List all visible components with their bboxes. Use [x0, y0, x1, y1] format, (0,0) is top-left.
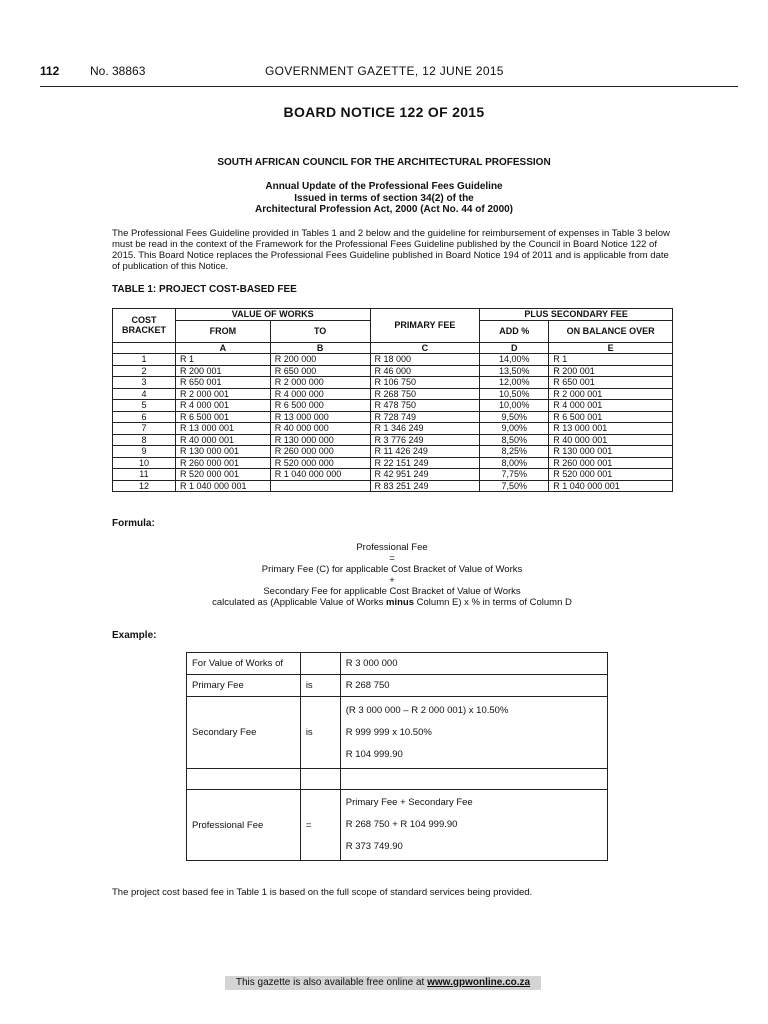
formula [112, 542, 672, 608]
table-cell: 8,00% [480, 457, 549, 469]
col-letter: C [370, 342, 480, 354]
col-letter: D [480, 342, 549, 354]
formula-line: Secondary Fee for applicable Cost Bracket of Value of Works [263, 586, 521, 597]
table-row [113, 400, 673, 412]
table-cell: R 40 000 000 [270, 423, 370, 435]
table-cell: 6 [113, 411, 176, 423]
banner-text: This gazette is also available free online at [235, 977, 428, 988]
table-cell: 1 [113, 354, 176, 366]
example-cell: is [300, 697, 340, 769]
formula-text: Column E) x % in terms of Column D [414, 597, 572, 608]
table-cell: R 200 001 [175, 365, 270, 377]
table-cell: R 130 000 001 [175, 446, 270, 458]
col-letter: B [270, 342, 370, 354]
example-cell: R 268 750 [340, 675, 607, 697]
table-cell: R 1 [549, 354, 673, 366]
col-letter: A [175, 342, 270, 354]
formula-line [112, 597, 672, 608]
table-cell: R 18 000 [370, 354, 480, 366]
table-cell: 10,00% [480, 400, 549, 412]
example-cell [300, 769, 340, 790]
table-cell: R 260 000 000 [270, 446, 370, 458]
table-row [113, 388, 673, 400]
col-letter: E [549, 342, 673, 354]
table-cell: 7 [113, 423, 176, 435]
table-cell: 10,50% [480, 388, 549, 400]
table-cell: R 6 500 000 [270, 400, 370, 412]
formula-label: Formula: [112, 518, 155, 529]
table-cell: R 22 151 249 [370, 457, 480, 469]
table-cell: 12 [113, 480, 176, 492]
example-cell: For Value of Works of [187, 653, 301, 675]
notice-title: BOARD NOTICE 122 OF 2015 [283, 104, 485, 120]
example-table [186, 652, 608, 861]
subtitle [0, 181, 768, 216]
table-cell: R 260 000 001 [175, 457, 270, 469]
example-cell: Secondary Fee [187, 697, 301, 769]
subtitle-line: Annual Update of the Professional Fees Guideline [265, 181, 503, 192]
primary-fee-header: PRIMARY FEE [370, 309, 480, 343]
table-row [113, 377, 673, 389]
table-cell: R 130 000 000 [270, 434, 370, 446]
table-cell: 14,00% [480, 354, 549, 366]
cost-bracket-header: COST BRACKET [113, 309, 176, 343]
on-balance-header: ON BALANCE OVER [549, 320, 673, 342]
table-cell: R 13 000 001 [175, 423, 270, 435]
table-cell: R 728 749 [370, 411, 480, 423]
fee-table-body [113, 354, 673, 492]
page-number: 112 [40, 64, 60, 78]
table-cell: R 11 426 249 [370, 446, 480, 458]
gazette-link[interactable]: www.gpwonline.co.za [427, 977, 531, 988]
table-cell: R 40 000 001 [175, 434, 270, 446]
table-cell: R 650 001 [549, 377, 673, 389]
subtitle-line: Architectural Profession Act, 2000 (Act No. 44 of 2000) [254, 204, 514, 215]
gazette-title: GOVERNMENT GAZETTE, 12 JUNE 2015 [265, 64, 504, 78]
formula-text: calculated as (Applicable Value of Works [212, 597, 387, 608]
table-cell: R 1 346 249 [370, 423, 480, 435]
table1-title: TABLE 1: PROJECT COST-BASED FEE [112, 284, 297, 295]
example-cell: Professional Fee [187, 790, 301, 861]
table-row [113, 365, 673, 377]
table-cell: R 13 000 001 [549, 423, 673, 435]
calc-line: Primary Fee + Secondary Fee [345, 797, 473, 808]
table-cell: R 520 000 001 [175, 469, 270, 481]
table-cell: R 520 000 001 [549, 469, 673, 481]
table-cell: 13,50% [480, 365, 549, 377]
intro-paragraph: The Professional Fees Guideline provided in Tables 1 and 2 below and the guideline for reimbursement of expenses in Table 3 below must be read in the context of the Framework for the Professional Fees Guideline published by the Council in Board Notice 122 of 2015. This Board Notice replaces the Professional Fees Guideline published in Board Notice 194 of 2011 and is applicable from date of publication of this Notice. [112, 228, 670, 272]
secondary-fee-header: PLUS SECONDARY FEE [480, 309, 673, 321]
table-row [113, 354, 673, 366]
table-cell: R 2 000 001 [175, 388, 270, 400]
calc-line: R 104 999.90 [345, 748, 403, 760]
example-cell: = [300, 790, 340, 861]
value-of-works-header: VALUE OF WORKS [175, 309, 370, 321]
formula-plus: + [389, 575, 395, 586]
example-cell [340, 769, 607, 790]
table-cell: R 650 001 [175, 377, 270, 389]
table-cell: R 1 040 000 001 [175, 480, 270, 492]
online-banner [225, 976, 541, 990]
table-cell: R 42 951 249 [370, 469, 480, 481]
table-cell [270, 480, 370, 492]
table-cell: R 1 040 000 000 [270, 469, 370, 481]
table-cell: R 130 000 001 [549, 446, 673, 458]
subtitle-line: Issued in terms of section 34(2) of the [294, 192, 474, 204]
table-cell: 9,50% [480, 411, 549, 423]
example-cell [340, 790, 607, 861]
table-cell: R 13 000 000 [270, 411, 370, 423]
table-cell: R 650 000 [270, 365, 370, 377]
table-cell: 9 [113, 446, 176, 458]
table-row [113, 469, 673, 481]
table-cell: R 83 251 249 [370, 480, 480, 492]
formula-equals: = [389, 553, 395, 564]
table-cell: 8 [113, 434, 176, 446]
table-cell: 7,50% [480, 480, 549, 492]
example-cell: R 3 000 000 [340, 653, 607, 675]
formula-line: Professional Fee [356, 542, 428, 553]
table-cell: R 3 776 249 [370, 434, 480, 446]
table-cell: 7,75% [480, 469, 549, 481]
table-cell: 8,25% [480, 446, 549, 458]
table-row [113, 411, 673, 423]
table-cell: R 40 000 001 [549, 434, 673, 446]
table-cell: R 2 000 000 [270, 377, 370, 389]
table-cell: R 6 500 001 [175, 411, 270, 423]
example-cell: Primary Fee [187, 675, 301, 697]
calc-line: (R 3 000 000 – R 2 000 001) x 10.50% [345, 704, 509, 716]
table-cell: R 46 000 [370, 365, 480, 377]
example-cell [340, 697, 607, 769]
example-label: Example: [112, 630, 157, 641]
calc-line: R 268 750 + R 104 999.90 [345, 819, 458, 830]
table-cell: R 6 500 001 [549, 411, 673, 423]
formula-minus: minus [386, 597, 415, 608]
table-cell: 12,00% [480, 377, 549, 389]
from-header: FROM [175, 320, 270, 342]
col-letter [113, 342, 176, 354]
add-pct-header: ADD % [480, 320, 549, 342]
calc-line: R 999 999 x 10.50% [345, 726, 432, 738]
table-cell: 4 [113, 388, 176, 400]
table-cell: R 4 000 000 [270, 388, 370, 400]
table-cell: R 260 000 001 [549, 457, 673, 469]
table-row [113, 434, 673, 446]
table-cell: 10 [113, 457, 176, 469]
table-cell: R 1 [175, 354, 270, 366]
table-cell: R 268 750 [370, 388, 480, 400]
table-row [113, 480, 673, 492]
example-cell [300, 653, 340, 675]
table-cell: R 200 000 [270, 354, 370, 366]
table-cell: 2 [113, 365, 176, 377]
table-cell: R 4 000 001 [549, 400, 673, 412]
table-cell: R 200 001 [549, 365, 673, 377]
table-cell: R 2 000 001 [549, 388, 673, 400]
formula-line: Primary Fee (C) for applicable Cost Bracket of Value of Works [261, 564, 523, 575]
table-cell: 9,00% [480, 423, 549, 435]
table-cell: 3 [113, 377, 176, 389]
table-row [113, 423, 673, 435]
to-header: TO [270, 320, 370, 342]
fee-table [112, 308, 673, 492]
calc-line: R 373 749.90 [345, 841, 403, 852]
table-cell: 11 [113, 469, 176, 481]
example-cell [187, 769, 301, 790]
page-header [40, 64, 738, 87]
table-cell: 5 [113, 400, 176, 412]
issue-number: No. 38863 [90, 64, 146, 78]
table-cell: R 478 750 [370, 400, 480, 412]
footnote: The project cost based fee in Table 1 is based on the full scope of standard services being provided. [112, 887, 533, 898]
example-cell: is [300, 675, 340, 697]
table-cell: R 1 040 000 001 [549, 480, 673, 492]
table-cell: 8,50% [480, 434, 549, 446]
table-cell: R 4 000 001 [175, 400, 270, 412]
table-row [113, 457, 673, 469]
table-row [113, 446, 673, 458]
table-cell: R 520 000 000 [270, 457, 370, 469]
table-cell: R 106 750 [370, 377, 480, 389]
council-name: SOUTH AFRICAN COUNCIL FOR THE ARCHITECTURAL PROFESSION [217, 157, 551, 168]
